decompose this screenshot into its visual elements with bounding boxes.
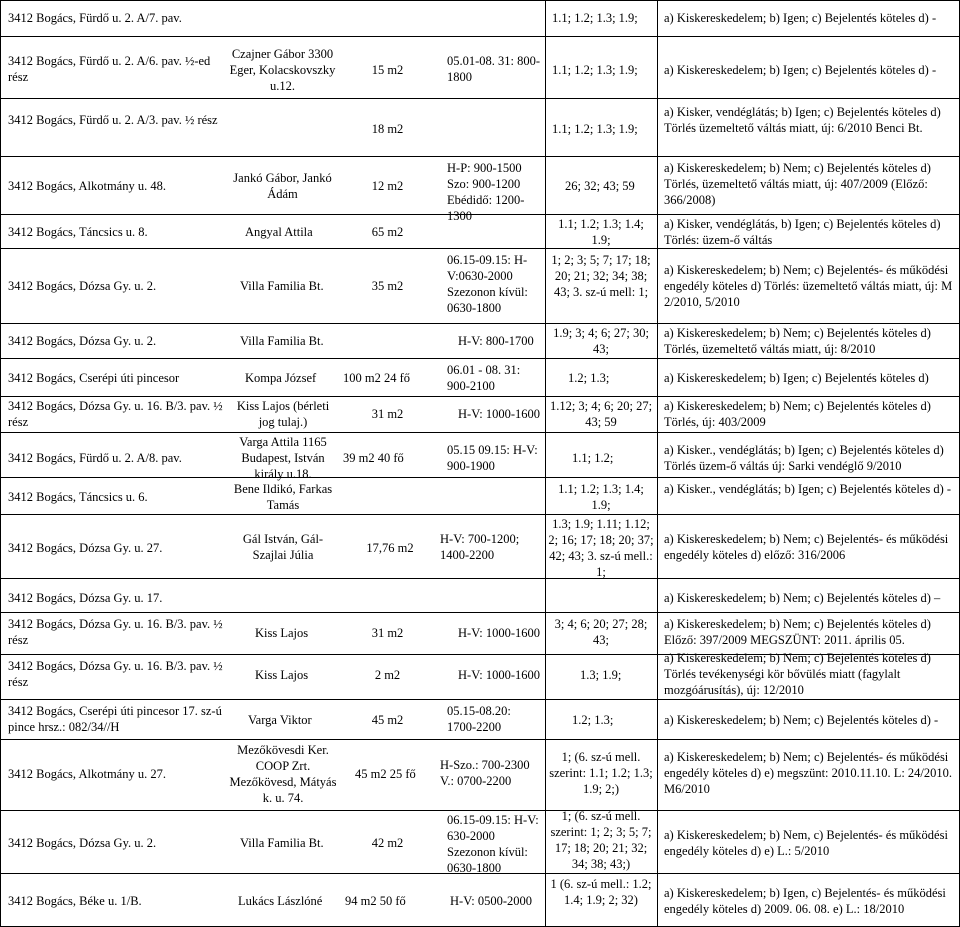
hours: 06.01 - 08. 31: 900-2100 — [447, 363, 521, 393]
owner: Varga Viktor — [248, 713, 312, 727]
area: 18 m2 — [371, 122, 404, 136]
address: 3412 Bogács, Fürdő u. 2. A/7. pav. — [8, 11, 182, 25]
codes: 1.2; 1.3; — [568, 371, 610, 385]
rule — [0, 612, 960, 613]
area: 42 m2 — [371, 836, 404, 850]
owner: Kiss Lajos (bérleti jog tulaj.) — [236, 399, 330, 429]
rule — [0, 477, 960, 478]
hours: H-P: 900-1500 Szo: 900-1200 Ebédidő: 1200-1300 — [447, 161, 525, 223]
codes: 1; (6. sz-ú mell. szerint: 1.1; 1.2; 1.3; 1.9; 2;) — [549, 750, 653, 796]
category: a) Kiskereskedelem; b) Nem; c) Bejelentés- és működési engedély köteles d) előző: 316/2006 — [664, 532, 949, 562]
owner: Kompa József — [245, 371, 317, 385]
rule — [0, 578, 960, 579]
area: 100 m2 24 fő — [343, 371, 411, 385]
codes: 3; 4; 6; 20; 27; 28; 43; — [554, 617, 648, 647]
category: a) Kisker, vendéglátás, b) Igen; c) Bejelentés köteles d) Törlés: üzem-ő váltás — [664, 217, 941, 247]
address: 3412 Bogács, Dózsa Gy. u. 27. — [8, 541, 163, 555]
address: 3412 Bogács, Dózsa Gy. u. 2. — [8, 279, 157, 293]
area: 94 m2 50 fő — [345, 894, 406, 908]
rule — [0, 358, 960, 359]
codes: 1; 2; 3; 5; 7; 17; 18; 20; 21; 32; 34; 38; 43; 3. sz-ú mell: 1; — [551, 253, 651, 299]
owner: Czajner Gábor 3300 Eger, Kolacskovszky u.12. — [229, 47, 336, 93]
hours: H-Szo.: 700-2300 V.: 0700-2200 — [440, 758, 530, 788]
hours: H-V: 1000-1600 — [458, 407, 541, 421]
hours: 05.01-08. 31: 800-1800 — [447, 54, 541, 84]
category: a) Kiskereskedelem; b) Igen; c) Bejelentés köteles d) - — [664, 63, 937, 77]
address: 3412 Bogács, Dózsa Gy. u. 16. B/3. pav. ½ rész — [8, 659, 223, 689]
area: 31 m2 — [371, 407, 404, 421]
owner: Varga Attila 1165 Budapest, István király u.18. — [239, 435, 327, 481]
address: 3412 Bogács, Fürdő u. 2. A/3. pav. ½ rész — [8, 113, 218, 127]
area: 2 m2 — [374, 668, 401, 682]
address: 3412 Bogács, Cserépi úti pincesor — [8, 371, 180, 385]
hours: 06.15-09.15: H-V:0630-2000 Szezonon kívül: 0630-1800 — [447, 253, 528, 315]
category: a) Kiskereskedelem; b) Nem; c) Bejelentés köteles d) Törlés, üzemeltető váltás miatt, új: 8/2010 — [664, 326, 931, 356]
category: a) Kiskereskedelem; b) Nem; c) Bejelentés köteles d) Törlés tevékenységi kör bővülés miatt (fagylalt mozgóárusítás), új: 12/2010 — [664, 651, 931, 697]
rule — [0, 810, 960, 811]
codes: 1 (6. sz-ú mell.: 1.2; 1.4; 1.9; 2; 32) — [550, 877, 652, 907]
category: a) Kiskereskedelem; b) Igen; c) Bejelentés köteles d) — [664, 371, 929, 385]
area: 15 m2 — [371, 63, 404, 77]
area: 31 m2 — [371, 626, 404, 640]
address: 3412 Bogács, Dózsa Gy. u. 16. B/3. pav. ½ rész — [8, 617, 223, 647]
codes: 1.1; 1.2; 1.3; 1.9; — [552, 63, 638, 77]
owner: Kiss Lajos — [255, 668, 309, 682]
category: a) Kiskereskedelem; b) Nem, c) Bejelentés- és működési engedély köteles d) e) L.: 5/2010 — [664, 828, 948, 858]
rule — [0, 739, 960, 740]
rule — [0, 396, 960, 397]
codes: 26; 32; 43; 59 — [565, 179, 635, 193]
hours: H-V: 1000-1600 — [458, 668, 541, 682]
rule-v — [0, 0, 1, 927]
category: a) Kiskereskedelem; b) Igen; c) Bejelentés köteles d) - — [664, 11, 937, 25]
owner: Mezőkövesdi Ker. COOP Zrt. Mezőkövesd, Mátyás k. u. 74. — [229, 743, 337, 805]
codes: 1; (6. sz-ú mell. szerint: 1; 2; 3; 5; 7; 17; 18; 20; 21; 32; 34; 38; 43;) — [550, 809, 652, 871]
owner: Villa Familia Bt. — [240, 836, 324, 850]
codes: 1.1; 1.2; 1.3; 1.4; 1.9; — [558, 217, 644, 247]
category: a) Kiskereskedelem; b) Nem; c) Bejelentés köteles d) Törlés, új: 403/2009 — [664, 399, 931, 429]
area: 35 m2 — [371, 279, 404, 293]
address: 3412 Bogács, Dózsa Gy. u. 16. B/3. pav. ½ rész — [8, 399, 223, 429]
codes: 1.1; 1.2; — [572, 451, 614, 465]
owner: Villa Familia Bt. — [240, 279, 324, 293]
rule — [0, 699, 960, 700]
area: 45 m2 — [371, 713, 404, 727]
hours: H-V: 0500-2000 — [450, 894, 533, 908]
address: 3412 Bogács, Dózsa Gy. u. 2. — [8, 836, 157, 850]
category: a) Kisker, vendéglátás; b) Igen; c) Bejelentés köteles d) Törlés üzemeltető váltás miatt, új: 6/2010 Benci Bt. — [664, 105, 941, 135]
rule-top — [0, 0, 960, 1]
codes: 1.1; 1.2; 1.3; 1.4; 1.9; — [558, 482, 644, 512]
owner: Jankó Gábor, Jankó Ádám — [233, 171, 332, 201]
hours: H-V: 700-1200; 1400-2200 — [440, 532, 520, 562]
rule-v — [545, 0, 546, 927]
address: 3412 Bogács, Dózsa Gy. u. 2. — [8, 334, 157, 348]
codes: 1.2; 1.3; — [572, 713, 614, 727]
address: 3412 Bogács, Táncsics u. 8. — [8, 225, 148, 239]
address: 3412 Bogács, Béke u. 1/B. — [8, 894, 142, 908]
codes: 1.1; 1.2; 1.3; 1.9; — [552, 11, 638, 25]
category: a) Kiskereskedelem; b) Nem; c) Bejelentés- és működési engedély köteles d) Törlés: üzemeltető váltás miatt, új: M 2/2010, 5/2010 — [664, 263, 953, 309]
category: a) Kisker., vendéglátás; b) Igen; c) Bejelentés köteles d) Törlés üzem-ő váltás új: Sarki vendéglő 9/2010 — [664, 443, 944, 473]
hours: 05.15-08.20: 1700-2200 — [447, 704, 511, 734]
category: a) Kiskereskedelem; b) Nem; c) Bejelentés köteles d) – — [664, 591, 941, 605]
rule — [0, 514, 960, 515]
category: a) Kiskereskedelem; b) Igen, c) Bejelentés- és működési engedély köteles d) 2009. 06. 08. e) L.: 18/2010 — [664, 886, 946, 916]
hours: H-V: 1000-1600 — [458, 626, 541, 640]
owner: Gál István, Gál-Szajlai Júlia — [242, 532, 324, 562]
category: a) Kiskereskedelem; b) Nem; c) Bejelentés- és működési engedély köteles d) e) megszünt: 2010.11.10. L: 24/2010. M6/2010 — [664, 750, 953, 796]
category: a) Kiskereskedelem; b) Nem; c) Bejelentés köteles d) Előző: 397/2009 MEGSZÜNT: 2011. április 05. — [664, 617, 931, 647]
owner: Bene Ildikó, Farkas Tamás — [233, 482, 333, 512]
rule — [0, 432, 960, 433]
rule — [0, 98, 960, 99]
address: 3412 Bogács, Dózsa Gy. u. 17. — [8, 591, 163, 605]
category: a) Kiskereskedelem; b) Nem; c) Bejelentés köteles d) Törlés, üzemeltető váltás miatt, új: 407/2009 (Előző: 366/2008) — [664, 161, 931, 207]
hours: H-V: 800-1700 — [458, 334, 534, 348]
codes: 1.3; 1.9; — [580, 668, 622, 682]
hours: 06.15-09.15: H-V: 630-2000 Szezonon kívül: 0630-1800 — [447, 813, 539, 875]
area: 65 m2 — [371, 225, 404, 239]
address: 3412 Bogács, Cserépi úti pincesor 17. sz-ú pince hrsz.: 082/34//H — [8, 704, 222, 734]
rule-v — [657, 0, 658, 927]
address: 3412 Bogács, Alkotmány u. 48. — [8, 179, 166, 193]
rule — [0, 36, 960, 37]
area: 17,76 m2 — [366, 541, 414, 555]
address: 3412 Bogács, Fürdő u. 2. A/6. pav. ½-ed rész — [8, 54, 211, 84]
owner: Angyal Attila — [245, 225, 313, 239]
area: 39 m2 40 fő — [343, 451, 404, 465]
rule — [0, 156, 960, 157]
owner: Villa Familia Bt. — [240, 334, 324, 348]
area: 45 m2 25 fő — [355, 767, 416, 781]
hours: 05.15 09.15: H-V: 900-1900 — [447, 443, 538, 473]
owner: Kiss Lajos — [255, 626, 309, 640]
rule — [0, 248, 960, 249]
address: 3412 Bogács, Fürdő u. 2. A/8. pav. — [8, 451, 182, 465]
codes: 1.3; 1.9; 1.11; 1.12; 2; 16; 17; 18; 20; 37; 42; 43; 3. sz-ú mell.: 1; — [548, 517, 654, 579]
owner: Lukács Lászlóné — [238, 894, 323, 908]
codes: 1.9; 3; 4; 6; 27; 30; 43; — [553, 326, 649, 356]
address: 3412 Bogács, Táncsics u. 6. — [8, 490, 148, 504]
area: 12 m2 — [371, 179, 404, 193]
codes: 1.12; 3; 4; 6; 20; 27; 43; 59 — [549, 399, 653, 429]
codes: 1.1; 1.2; 1.3; 1.9; — [552, 122, 638, 136]
category: a) Kiskereskedelem; b) Nem; c) Bejelentés köteles d) - — [664, 713, 939, 727]
category: a) Kisker., vendéglátás; b) Igen; c) Bejelentés köteles d) - — [664, 482, 952, 496]
address: 3412 Bogács, Alkotmány u. 27. — [8, 767, 166, 781]
rule — [0, 323, 960, 324]
